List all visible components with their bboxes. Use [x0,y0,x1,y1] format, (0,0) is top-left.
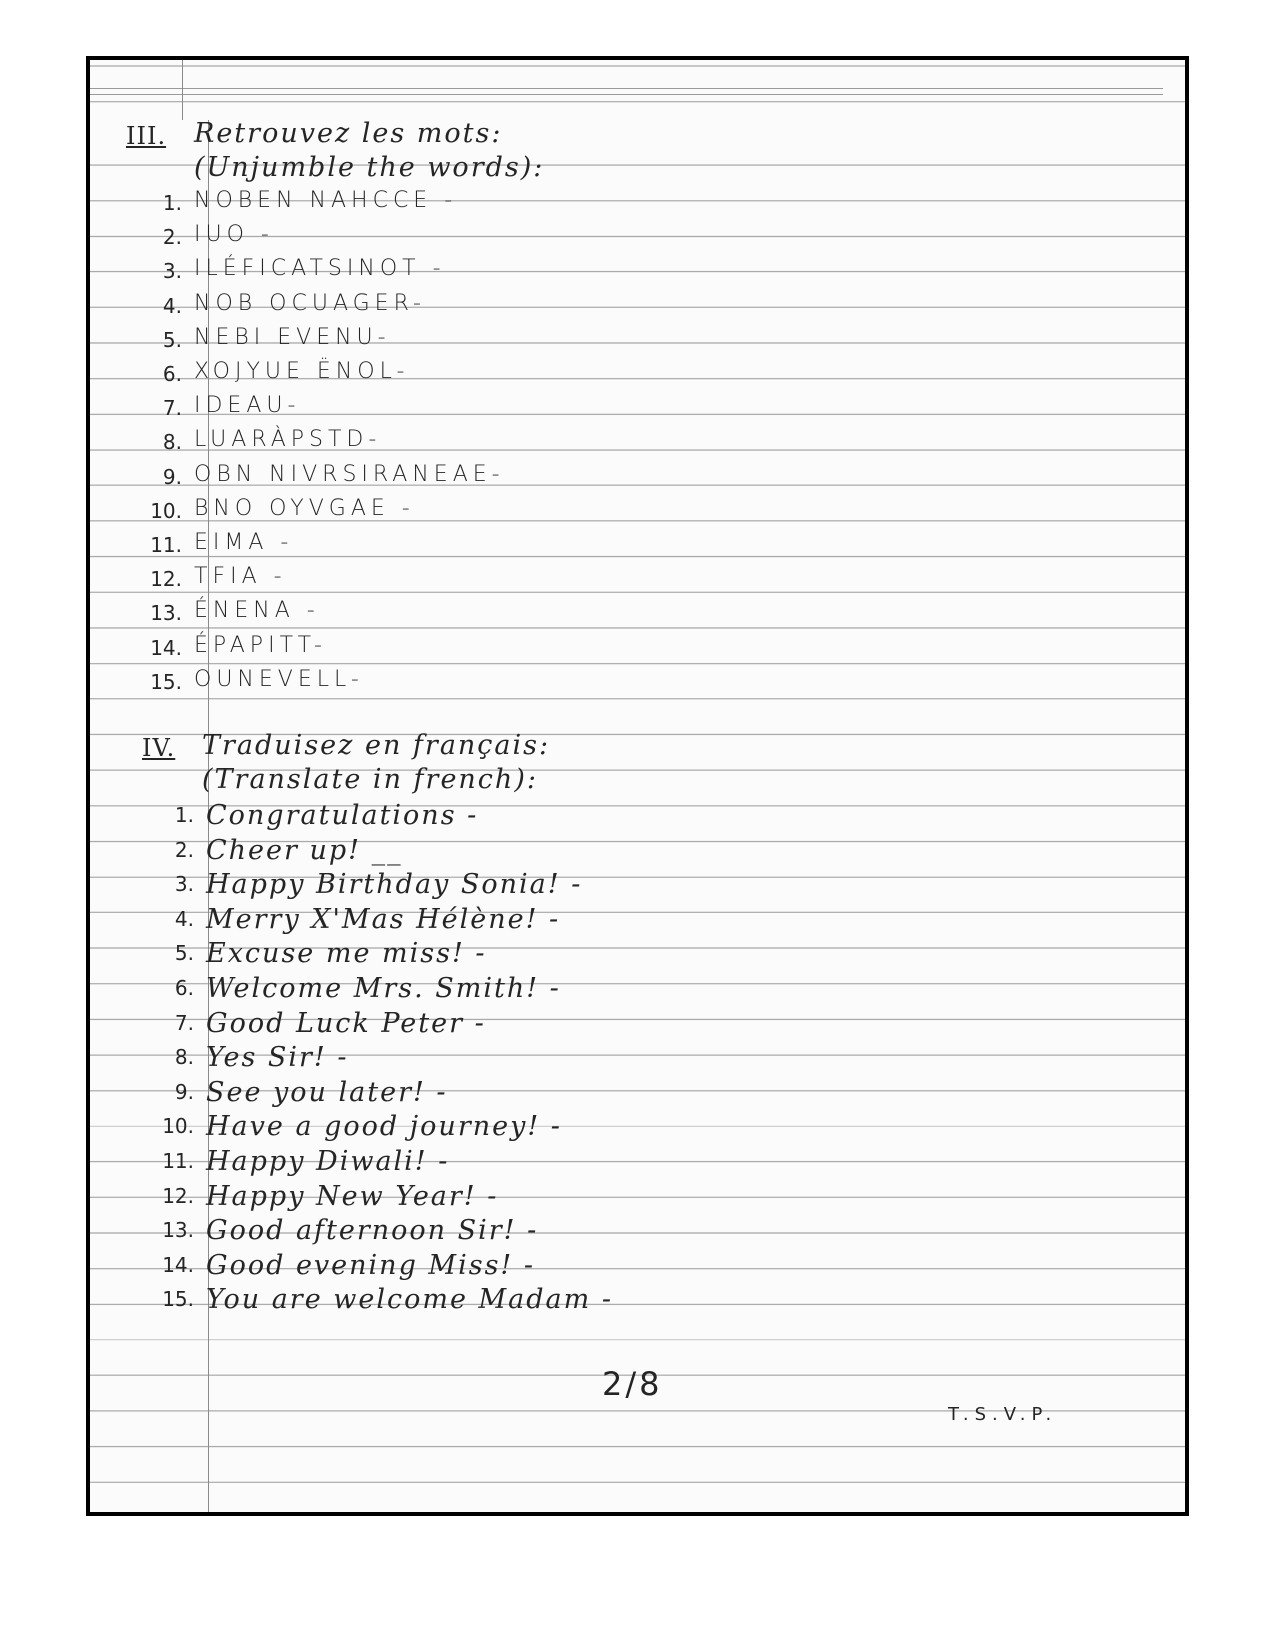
margin-line-top [182,60,183,120]
item-number: 9. [174,1079,194,1104]
item-text: Welcome Mrs. Smith! - [206,973,561,1004]
item-number: 11. [150,533,182,557]
item-number: 11. [162,1149,194,1173]
item-text: ILÉFICATSINOT - [194,256,446,282]
item-number: 7. [174,1010,194,1035]
item-text: EIMA - [194,530,294,555]
item-number: 14. [150,635,182,660]
item-text: OBN NIVRSIRANEAE- [194,461,505,487]
section-3-subtitle: (Unjumble the words): [194,152,545,183]
item-text: NOBEN NAHCCE - [194,188,458,213]
item-number: 1. [162,191,182,215]
item-text: NEBI EVENU- [194,324,391,350]
item-text: Happy Diwali! - [206,1146,450,1177]
top-rule [90,94,1163,95]
item-number: 5. [162,327,182,352]
item-text: ÉPAPITT- [194,632,327,658]
item-text: Good Luck Peter - [206,1007,486,1039]
item-number: 2. [162,225,182,250]
item-text: NOB OCUAGER- [194,290,426,316]
notebook-page [86,56,1189,1516]
item-text: See you later! - [206,1076,448,1108]
item-number: 12. [150,567,182,592]
item-text: BNO OYVGAE - [194,495,415,521]
item-text: LUARÀPSTD- [194,427,382,453]
item-text: Good evening Miss! - [206,1249,535,1281]
top-rule [90,88,1163,89]
item-number: 4. [174,906,194,931]
item-text: Cheer up! __ [206,834,403,866]
section-4-title: Traduisez en français: [202,730,551,761]
item-text: OUNEVELL- [194,666,364,692]
item-number: 9. [162,464,182,489]
item-number: 4. [162,293,182,318]
tsvp-note: T.S.V.P. [948,1404,1058,1425]
item-number: 12. [162,1183,194,1208]
item-text: Good afternoon Sir! - [206,1215,539,1247]
item-text: Happy New Year! - [206,1180,499,1212]
item-number: 13. [162,1218,194,1243]
item-text: TFIA - [194,564,287,590]
item-number: 1. [174,803,194,827]
item-text: IDEAU- [194,393,301,419]
item-text: IUO - [194,222,274,248]
item-text: Congratulations - [206,800,479,831]
item-number: 8. [162,430,182,455]
item-number: 10. [150,498,182,523]
item-number: 8. [174,1045,194,1070]
item-number: 7. [162,396,182,421]
item-text: Have a good journey! - [206,1111,562,1143]
item-number: 6. [174,976,194,1000]
item-text: Yes Sir! - [206,1042,349,1074]
item-number: 3. [174,872,194,897]
item-text: You are welcome Madam - [206,1284,613,1316]
item-text: ÉNENA - [194,598,320,624]
item-text: Merry X'Mas Hélène! - [206,903,561,935]
page-number: 2/8 [602,1365,663,1403]
section-4-subtitle: (Translate in french): [202,764,538,795]
item-number: 10. [162,1114,194,1139]
section-4-numeral: IV. [142,734,176,762]
item-number: 3. [162,259,182,284]
section-3-numeral: III. [126,122,167,150]
item-text: Excuse me miss! - [206,938,487,970]
item-text: Happy Birthday Sonia! - [206,869,583,901]
item-text: XOJYUE ËNOL- [194,359,410,384]
item-number: 14. [162,1252,194,1277]
item-number: 5. [174,941,194,966]
item-number: 15. [162,1287,194,1312]
item-number: 13. [150,601,182,626]
item-number: 15. [150,669,182,694]
item-number: 2. [174,837,194,862]
item-number: 6. [162,362,182,386]
section-3-title: Retrouvez les mots: [194,118,503,149]
